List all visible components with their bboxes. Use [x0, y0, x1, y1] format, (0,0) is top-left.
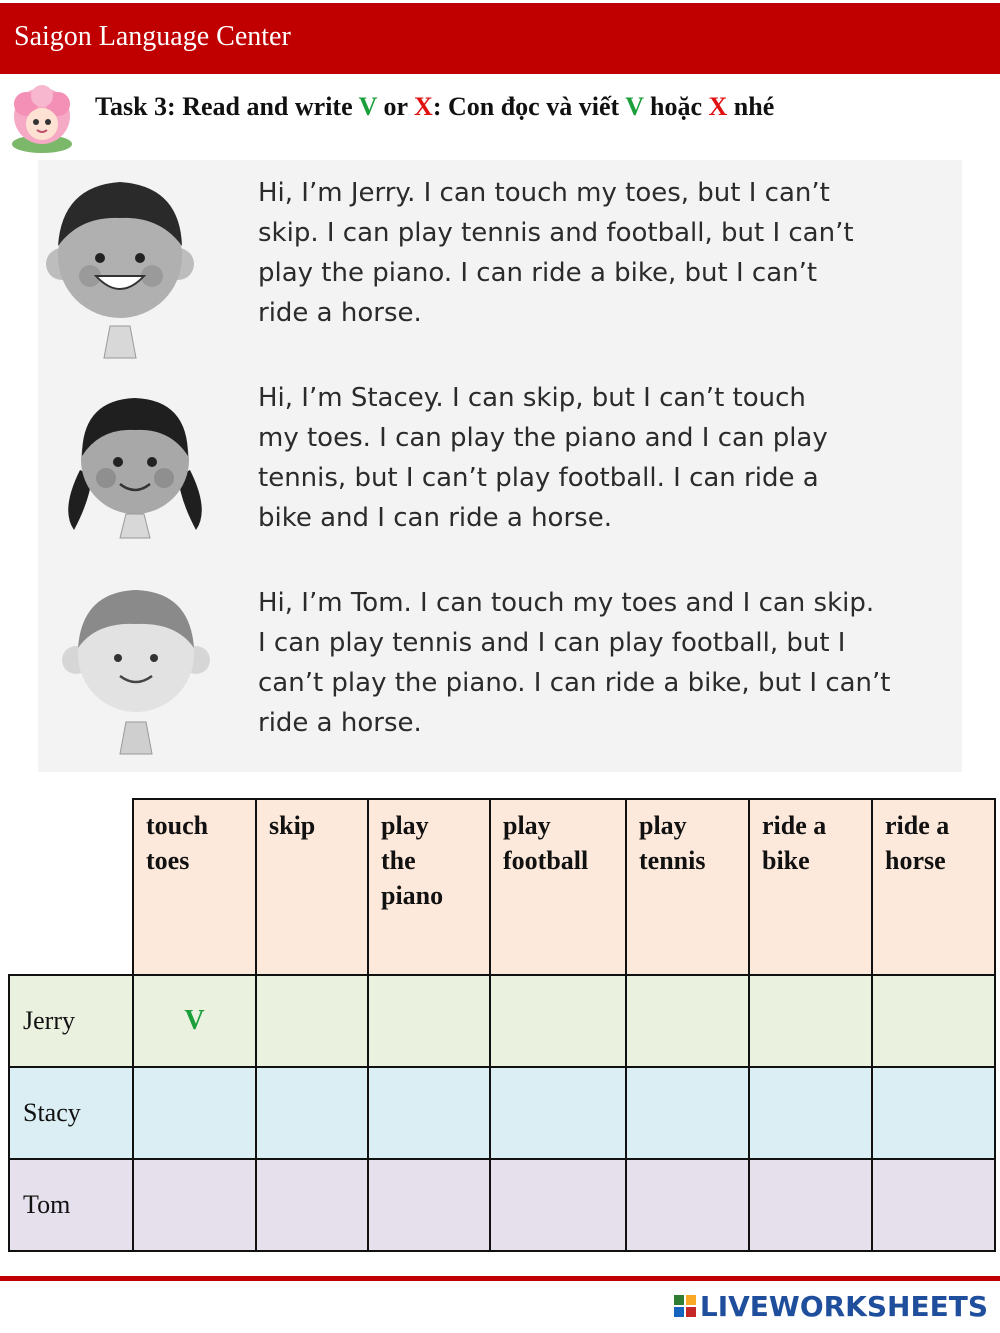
answer-cell[interactable] [368, 975, 490, 1067]
passage-line: ride a horse. [258, 298, 422, 328]
header-play-tennis [626, 799, 749, 975]
passage-line: Hi, I’m Tom. I can touch my toes and I can skip. [258, 588, 875, 618]
answer-cell[interactable] [749, 1067, 872, 1159]
passage-line: bike and I can ride a horse. [258, 503, 612, 533]
liveworksheets-logo-icon [674, 1295, 696, 1319]
passage-line: ride a horse. [258, 708, 422, 738]
answer-cell[interactable] [749, 975, 872, 1067]
row-name-tom: Tom [9, 1159, 133, 1251]
header-text: piano [381, 881, 444, 910]
answer-cell[interactable] [626, 1067, 749, 1159]
header-text: skip [269, 811, 316, 840]
task-suffix: nhé [727, 92, 775, 121]
answer-cell[interactable] [490, 1159, 626, 1251]
header-text: tennis [639, 846, 706, 875]
header-play-piano [368, 799, 490, 975]
passage-tom [258, 583, 958, 743]
passage-line: play the piano. I can ride a bike, but I can’t [258, 258, 818, 288]
header-text: the [381, 846, 416, 875]
logo-text: LIVEWORKSHEETS [699, 1290, 988, 1323]
passage-line: Hi, I’m Stacey. I can skip, but I can’t touch [258, 383, 806, 413]
header-title: Saigon Language Center [14, 21, 291, 52]
answer-cell[interactable] [490, 975, 626, 1067]
header-play-football [490, 799, 626, 975]
task-vietnamese: : Con đọc và viết [432, 92, 626, 121]
header-text: horse [885, 846, 946, 875]
header-text: play [503, 811, 551, 840]
header-text: bike [762, 846, 810, 875]
passage-stacey [258, 378, 958, 538]
table-corner [9, 799, 133, 975]
header-skip [256, 799, 368, 975]
header-text: play [381, 811, 429, 840]
task-hoac: hoặc [643, 92, 709, 121]
answer-cell[interactable] [872, 1067, 995, 1159]
passage-line: tennis, but I can’t play football. I can ride a [258, 463, 819, 493]
task-x-letter: X [414, 92, 433, 121]
header-ride-horse [872, 799, 995, 975]
passage-line: I can play tennis and I can play football, but I [258, 628, 846, 658]
answer-cell[interactable] [256, 1067, 368, 1159]
answer-cell[interactable] [626, 1159, 749, 1251]
table-row [9, 975, 995, 1067]
header-ride-bike [749, 799, 872, 975]
task-v-letter: V [358, 92, 377, 121]
passage-line: Hi, I’m Jerry. I can touch my toes, but I can’t [258, 178, 830, 208]
answer-cell[interactable] [256, 975, 368, 1067]
passage-line: can’t play the piano. I can ride a bike, but I can’t [258, 668, 891, 698]
table-row [9, 1067, 995, 1159]
header-text: touch [146, 811, 209, 840]
task-v-letter-2: V [625, 92, 644, 121]
answer-cell[interactable] [749, 1159, 872, 1251]
table-header-row [9, 799, 995, 975]
answer-cell[interactable] [626, 975, 749, 1067]
header-text: ride a [762, 811, 827, 840]
answer-table [8, 798, 996, 1252]
header-text: football [503, 846, 589, 875]
reading-panel [38, 160, 962, 772]
header-text: toes [146, 846, 190, 875]
header-text: ride a [885, 811, 950, 840]
header-touch-toes [133, 799, 256, 975]
tom-face-icon [56, 584, 216, 759]
jerry-face-icon [40, 176, 200, 366]
answer-cell[interactable] [872, 1159, 995, 1251]
answer-cell[interactable] [872, 975, 995, 1067]
task-instruction [95, 92, 774, 122]
task-or: or [376, 92, 415, 121]
table-row [9, 1159, 995, 1251]
header-bar [0, 0, 1000, 74]
stacey-face-icon [60, 380, 210, 540]
answer-cell[interactable] [490, 1067, 626, 1159]
task-prefix: Task 3: Read and write [95, 92, 359, 121]
answer-cell[interactable] [133, 1159, 256, 1251]
answer-cell[interactable] [368, 1067, 490, 1159]
footer-divider [0, 1276, 1000, 1281]
answer-cell[interactable] [133, 1067, 256, 1159]
answer-cell[interactable] [256, 1159, 368, 1251]
liveworksheets-logo[interactable] [674, 1290, 988, 1323]
task-x-letter-2: X [708, 92, 728, 121]
row-name-stacy: Stacy [9, 1067, 133, 1159]
passage-jerry [258, 173, 958, 333]
header-text: play [639, 811, 687, 840]
passage-line: my toes. I can play the piano and I can play [258, 423, 828, 453]
answer-cell[interactable]: V [133, 975, 256, 1067]
answer-cell[interactable] [368, 1159, 490, 1251]
row-name-jerry: Jerry [9, 975, 133, 1067]
flower-mascot-icon [4, 82, 80, 158]
passage-line: skip. I can play tennis and football, but I can’t [258, 218, 854, 248]
